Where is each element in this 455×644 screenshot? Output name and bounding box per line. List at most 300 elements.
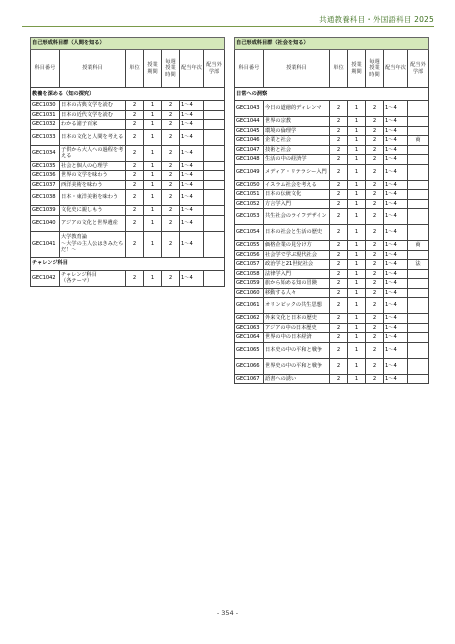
course-code: GEC1040 xyxy=(31,215,60,231)
table-row xyxy=(235,117,429,127)
year: 1～4 xyxy=(384,314,408,324)
course-code: GEC1051 xyxy=(235,190,264,200)
table-row xyxy=(31,101,225,111)
year: 1～4 xyxy=(180,180,204,190)
year: 1～4 xyxy=(384,145,408,155)
section-title: チャレンジ科目 xyxy=(31,257,225,270)
table-row xyxy=(235,279,429,289)
table-row xyxy=(235,225,429,241)
term: 1 xyxy=(348,155,366,165)
term: 1 xyxy=(144,190,162,206)
term: 1 xyxy=(348,342,366,358)
course-code: GEC1059 xyxy=(235,279,264,289)
credits: 2 xyxy=(330,225,348,241)
weekly-hours: 2 xyxy=(162,171,180,181)
course-name: 政治学と21世紀社会 xyxy=(264,260,330,270)
table-row xyxy=(31,180,225,190)
credits: 2 xyxy=(126,110,144,120)
other-faculty xyxy=(204,120,225,130)
other-faculty: 商 xyxy=(408,136,429,146)
course-name: 法律学入門 xyxy=(264,269,330,279)
table-row xyxy=(235,180,429,190)
year: 1～4 xyxy=(384,136,408,146)
course-name: 日本・東洋美術を味わう xyxy=(60,190,126,206)
other-faculty xyxy=(408,209,429,225)
term: 1 xyxy=(144,145,162,161)
weekly-hours: 2 xyxy=(366,298,384,314)
year: 1～4 xyxy=(180,270,204,286)
year: 1～4 xyxy=(384,333,408,343)
column-header: 授業科目 xyxy=(264,50,330,88)
course-code: GEC1049 xyxy=(235,164,264,180)
table-row xyxy=(31,171,225,181)
term: 1 xyxy=(348,374,366,384)
column-header: 配当外学部 xyxy=(204,50,225,88)
other-faculty xyxy=(204,190,225,206)
term: 1 xyxy=(144,161,162,171)
course-code: GEC1032 xyxy=(31,120,60,130)
credits: 2 xyxy=(330,260,348,270)
credits: 2 xyxy=(126,161,144,171)
weekly-hours: 2 xyxy=(366,374,384,384)
column-header: 毎週授業時間 xyxy=(366,50,384,88)
table-row xyxy=(235,374,429,384)
credits: 2 xyxy=(126,129,144,145)
weekly-hours: 2 xyxy=(162,215,180,231)
weekly-hours: 2 xyxy=(366,101,384,117)
course-code: GEC1067 xyxy=(235,374,264,384)
course-code: GEC1033 xyxy=(31,129,60,145)
year: 1～4 xyxy=(384,323,408,333)
course-name: 世界の宗教 xyxy=(264,117,330,127)
weekly-hours: 2 xyxy=(366,241,384,251)
table-row xyxy=(235,241,429,251)
course-code: GEC1058 xyxy=(235,269,264,279)
table-row xyxy=(235,342,429,358)
course-code: GEC1063 xyxy=(235,323,264,333)
course-code: GEC1052 xyxy=(235,199,264,209)
table-row xyxy=(31,190,225,206)
weekly-hours: 2 xyxy=(162,190,180,206)
table-row xyxy=(235,136,429,146)
year: 1～4 xyxy=(384,164,408,180)
table-row xyxy=(235,333,429,343)
course-name: 日本史の中の平和と戦争 xyxy=(264,342,330,358)
other-faculty xyxy=(408,374,429,384)
term: 1 xyxy=(348,190,366,200)
term: 1 xyxy=(348,269,366,279)
course-code: GEC1047 xyxy=(235,145,264,155)
table-row xyxy=(235,145,429,155)
weekly-hours: 2 xyxy=(162,270,180,286)
credits: 2 xyxy=(126,171,144,181)
table-row xyxy=(31,206,225,216)
course-code: GEC1041 xyxy=(31,231,60,257)
credits: 2 xyxy=(330,155,348,165)
right-course-table xyxy=(234,37,429,384)
other-faculty xyxy=(408,180,429,190)
weekly-hours: 2 xyxy=(366,199,384,209)
credits: 2 xyxy=(330,145,348,155)
term: 1 xyxy=(348,180,366,190)
column-header: 科目番号 xyxy=(235,50,264,88)
column-header: 配当外学部 xyxy=(408,50,429,88)
course-code: GEC1034 xyxy=(31,145,60,161)
course-name: 語書への誘い xyxy=(264,374,330,384)
credits: 2 xyxy=(330,279,348,289)
table-row xyxy=(235,288,429,298)
table-row xyxy=(235,164,429,180)
table-row xyxy=(235,358,429,374)
credits: 2 xyxy=(330,101,348,117)
other-faculty xyxy=(408,342,429,358)
term: 1 xyxy=(348,145,366,155)
weekly-hours: 2 xyxy=(366,279,384,289)
table-row xyxy=(31,215,225,231)
column-header: 配当年次 xyxy=(384,50,408,88)
credits: 2 xyxy=(126,120,144,130)
other-faculty xyxy=(408,145,429,155)
other-faculty xyxy=(408,333,429,343)
course-code: GEC1053 xyxy=(235,209,264,225)
table-row xyxy=(235,323,429,333)
table-row xyxy=(31,161,225,171)
course-name: 方言学入門 xyxy=(264,199,330,209)
term: 1 xyxy=(144,171,162,181)
other-faculty xyxy=(408,314,429,324)
weekly-hours: 2 xyxy=(366,209,384,225)
course-name: 日本の文化と人間を考える xyxy=(60,129,126,145)
year: 1～4 xyxy=(384,241,408,251)
year: 1～4 xyxy=(384,117,408,127)
course-name: 日本の社会と生活の歴史 xyxy=(264,225,330,241)
course-code: GEC1037 xyxy=(31,180,60,190)
column-header: 毎週授業時間 xyxy=(162,50,180,88)
credits: 2 xyxy=(330,298,348,314)
table-row xyxy=(31,129,225,145)
column-header: 単位 xyxy=(126,50,144,88)
table-row xyxy=(31,270,225,286)
year: 1～4 xyxy=(180,190,204,206)
table-row xyxy=(235,101,429,117)
course-name: 世界史の中の平和と戦争 xyxy=(264,358,330,374)
other-faculty xyxy=(204,161,225,171)
table-row xyxy=(235,126,429,136)
year: 1～4 xyxy=(384,199,408,209)
course-name: 世界の文学を味わう xyxy=(60,171,126,181)
other-faculty xyxy=(204,206,225,216)
course-code: GEC1062 xyxy=(235,314,264,324)
term: 1 xyxy=(348,358,366,374)
other-faculty xyxy=(408,358,429,374)
other-faculty: 法 xyxy=(408,260,429,270)
weekly-hours: 2 xyxy=(366,288,384,298)
other-faculty xyxy=(408,288,429,298)
course-code: GEC1035 xyxy=(31,161,60,171)
other-faculty xyxy=(204,110,225,120)
course-code: GEC1057 xyxy=(235,260,264,270)
credits: 2 xyxy=(126,190,144,206)
column-header: 単位 xyxy=(330,50,348,88)
course-name: 文化史に親しもう xyxy=(60,206,126,216)
credits: 2 xyxy=(330,126,348,136)
credits: 2 xyxy=(330,250,348,260)
other-faculty xyxy=(204,145,225,161)
course-name: チャレンジ科目 （各テーマ） xyxy=(60,270,126,286)
term: 1 xyxy=(348,250,366,260)
course-code: GEC1039 xyxy=(31,206,60,216)
course-code: GEC1044 xyxy=(235,117,264,127)
term: 1 xyxy=(144,180,162,190)
group-title: 自己形成科目群（人間を知る） xyxy=(31,38,225,50)
credits: 2 xyxy=(126,206,144,216)
other-faculty xyxy=(204,231,225,257)
weekly-hours: 2 xyxy=(366,260,384,270)
other-faculty xyxy=(204,270,225,286)
course-code: GEC1038 xyxy=(31,190,60,206)
credits: 2 xyxy=(330,190,348,200)
weekly-hours: 2 xyxy=(162,110,180,120)
credits: 2 xyxy=(330,374,348,384)
term: 1 xyxy=(348,323,366,333)
course-name: 日本の古典文学を読む xyxy=(60,101,126,111)
credits: 2 xyxy=(126,270,144,286)
weekly-hours: 2 xyxy=(366,225,384,241)
term: 1 xyxy=(144,231,162,257)
year: 1～4 xyxy=(384,155,408,165)
course-code: GEC1064 xyxy=(235,333,264,343)
term: 1 xyxy=(144,270,162,286)
section-header-row xyxy=(31,257,225,270)
term: 1 xyxy=(348,288,366,298)
column-header: 科目番号 xyxy=(31,50,60,88)
year: 1～4 xyxy=(180,110,204,120)
table-row xyxy=(235,190,429,200)
year: 1～4 xyxy=(180,145,204,161)
weekly-hours: 2 xyxy=(162,180,180,190)
credits: 2 xyxy=(330,269,348,279)
table-row xyxy=(31,145,225,161)
credits: 2 xyxy=(330,180,348,190)
other-faculty xyxy=(204,129,225,145)
table-row xyxy=(31,120,225,130)
credits: 2 xyxy=(126,145,144,161)
weekly-hours: 2 xyxy=(366,323,384,333)
year: 1～4 xyxy=(180,215,204,231)
year: 1～4 xyxy=(180,129,204,145)
course-name: 大学教育論 ～大学の主人公はきみたちだ！～ xyxy=(60,231,126,257)
term: 1 xyxy=(348,333,366,343)
term: 1 xyxy=(144,206,162,216)
other-faculty xyxy=(408,199,429,209)
credits: 2 xyxy=(330,323,348,333)
weekly-hours: 2 xyxy=(366,145,384,155)
table-row xyxy=(235,269,429,279)
credits: 2 xyxy=(330,136,348,146)
other-faculty xyxy=(408,101,429,117)
credits: 2 xyxy=(330,314,348,324)
course-name: 価格企業の見分け方 xyxy=(264,241,330,251)
other-faculty xyxy=(408,117,429,127)
group-title: 自己形成科目群（社会を知る） xyxy=(235,38,429,50)
term: 1 xyxy=(348,164,366,180)
other-faculty xyxy=(408,269,429,279)
other-faculty xyxy=(408,126,429,136)
table-row xyxy=(235,199,429,209)
other-faculty xyxy=(408,190,429,200)
weekly-hours: 2 xyxy=(162,206,180,216)
credits: 2 xyxy=(330,199,348,209)
term: 1 xyxy=(348,209,366,225)
term: 1 xyxy=(348,241,366,251)
other-faculty xyxy=(204,180,225,190)
weekly-hours: 2 xyxy=(162,145,180,161)
term: 1 xyxy=(348,279,366,289)
other-faculty xyxy=(408,323,429,333)
credits: 2 xyxy=(330,342,348,358)
course-name: 日本の伝統文化 xyxy=(264,190,330,200)
year: 1～4 xyxy=(384,126,408,136)
weekly-hours: 2 xyxy=(366,269,384,279)
weekly-hours: 2 xyxy=(366,126,384,136)
left-course-table xyxy=(30,37,225,287)
year: 1～4 xyxy=(180,171,204,181)
other-faculty xyxy=(408,155,429,165)
year: 1～4 xyxy=(180,120,204,130)
column-header-row xyxy=(235,50,429,88)
credits: 2 xyxy=(126,101,144,111)
table-row xyxy=(31,231,225,257)
course-code: GEC1066 xyxy=(235,358,264,374)
weekly-hours: 2 xyxy=(366,358,384,374)
year: 1～4 xyxy=(180,231,204,257)
other-faculty xyxy=(204,101,225,111)
weekly-hours: 2 xyxy=(366,180,384,190)
weekly-hours: 2 xyxy=(162,120,180,130)
term: 1 xyxy=(348,101,366,117)
year: 1～4 xyxy=(384,288,408,298)
course-name: 企業と社会 xyxy=(264,136,330,146)
weekly-hours: 2 xyxy=(366,342,384,358)
header-title: 共通教養科目・外国語科目 2025 xyxy=(319,15,434,24)
credits: 2 xyxy=(126,231,144,257)
credits: 2 xyxy=(126,215,144,231)
course-name: 社会学で学ぶ現代社会 xyxy=(264,250,330,260)
term: 1 xyxy=(348,136,366,146)
table-row xyxy=(235,260,429,270)
other-faculty xyxy=(408,298,429,314)
year: 1～4 xyxy=(384,279,408,289)
weekly-hours: 2 xyxy=(162,231,180,257)
course-name: 子供から大人への過程を考える xyxy=(60,145,126,161)
table-row xyxy=(235,314,429,324)
table-row xyxy=(235,209,429,225)
course-name: 共生社会のライフデザイン xyxy=(264,209,330,225)
page-number: - 354 - xyxy=(216,609,239,617)
course-name: 外来文化と日本の歴史 xyxy=(264,314,330,324)
course-code: GEC1031 xyxy=(31,110,60,120)
table-row xyxy=(235,298,429,314)
term: 1 xyxy=(348,126,366,136)
year: 1～4 xyxy=(384,342,408,358)
other-faculty: 商 xyxy=(408,241,429,251)
credits: 2 xyxy=(330,288,348,298)
year: 1～4 xyxy=(384,298,408,314)
course-name: 今日の道徳的ディレンマ xyxy=(264,101,330,117)
course-code: GEC1043 xyxy=(235,101,264,117)
weekly-hours: 2 xyxy=(162,101,180,111)
credits: 2 xyxy=(330,117,348,127)
course-code: GEC1061 xyxy=(235,298,264,314)
course-name: オリンピックの共生思想 xyxy=(264,298,330,314)
credits: 2 xyxy=(330,241,348,251)
group-header-row xyxy=(31,38,225,50)
weekly-hours: 2 xyxy=(366,333,384,343)
term: 1 xyxy=(144,215,162,231)
course-name: 社会と個人の心理学 xyxy=(60,161,126,171)
credits: 2 xyxy=(330,333,348,343)
course-code: GEC1056 xyxy=(235,250,264,260)
section-title: 日常への洞察 xyxy=(235,88,429,101)
course-name: 技術と社会 xyxy=(264,145,330,155)
credits: 2 xyxy=(330,358,348,374)
header-rule xyxy=(22,26,434,27)
year: 1～4 xyxy=(384,269,408,279)
course-name: アジアの文化と世界遺産 xyxy=(60,215,126,231)
table-row xyxy=(235,155,429,165)
year: 1～4 xyxy=(180,161,204,171)
term: 1 xyxy=(144,110,162,120)
term: 1 xyxy=(144,101,162,111)
course-name: わかる諸子百家 xyxy=(60,120,126,130)
section-header-row xyxy=(31,88,225,101)
year: 1～4 xyxy=(384,250,408,260)
credits: 2 xyxy=(330,209,348,225)
course-name: 環境の倫理学 xyxy=(264,126,330,136)
course-code: GEC1030 xyxy=(31,101,60,111)
term: 1 xyxy=(348,199,366,209)
year: 1～4 xyxy=(384,180,408,190)
term: 1 xyxy=(348,260,366,270)
course-name: 生活の中の経済学 xyxy=(264,155,330,165)
section-header-row xyxy=(235,88,429,101)
course-code: GEC1048 xyxy=(235,155,264,165)
other-faculty xyxy=(204,171,225,181)
course-code: GEC1060 xyxy=(235,288,264,298)
weekly-hours: 2 xyxy=(366,136,384,146)
course-code: GEC1036 xyxy=(31,171,60,181)
term: 1 xyxy=(348,117,366,127)
course-code: GEC1050 xyxy=(235,180,264,190)
column-header: 授業期間 xyxy=(144,50,162,88)
course-name: 旅から始める知の冒険 xyxy=(264,279,330,289)
course-name: 移動する人々 xyxy=(264,288,330,298)
group-header-row xyxy=(235,38,429,50)
year: 1～4 xyxy=(384,190,408,200)
term: 1 xyxy=(144,120,162,130)
term: 1 xyxy=(144,129,162,145)
course-code: GEC1045 xyxy=(235,126,264,136)
other-faculty xyxy=(408,250,429,260)
weekly-hours: 2 xyxy=(162,129,180,145)
year: 1～4 xyxy=(180,206,204,216)
other-faculty xyxy=(408,225,429,241)
course-name: メディア・リテラシー入門 xyxy=(264,164,330,180)
term: 1 xyxy=(348,298,366,314)
weekly-hours: 2 xyxy=(366,190,384,200)
weekly-hours: 2 xyxy=(366,314,384,324)
course-code: GEC1042 xyxy=(31,270,60,286)
